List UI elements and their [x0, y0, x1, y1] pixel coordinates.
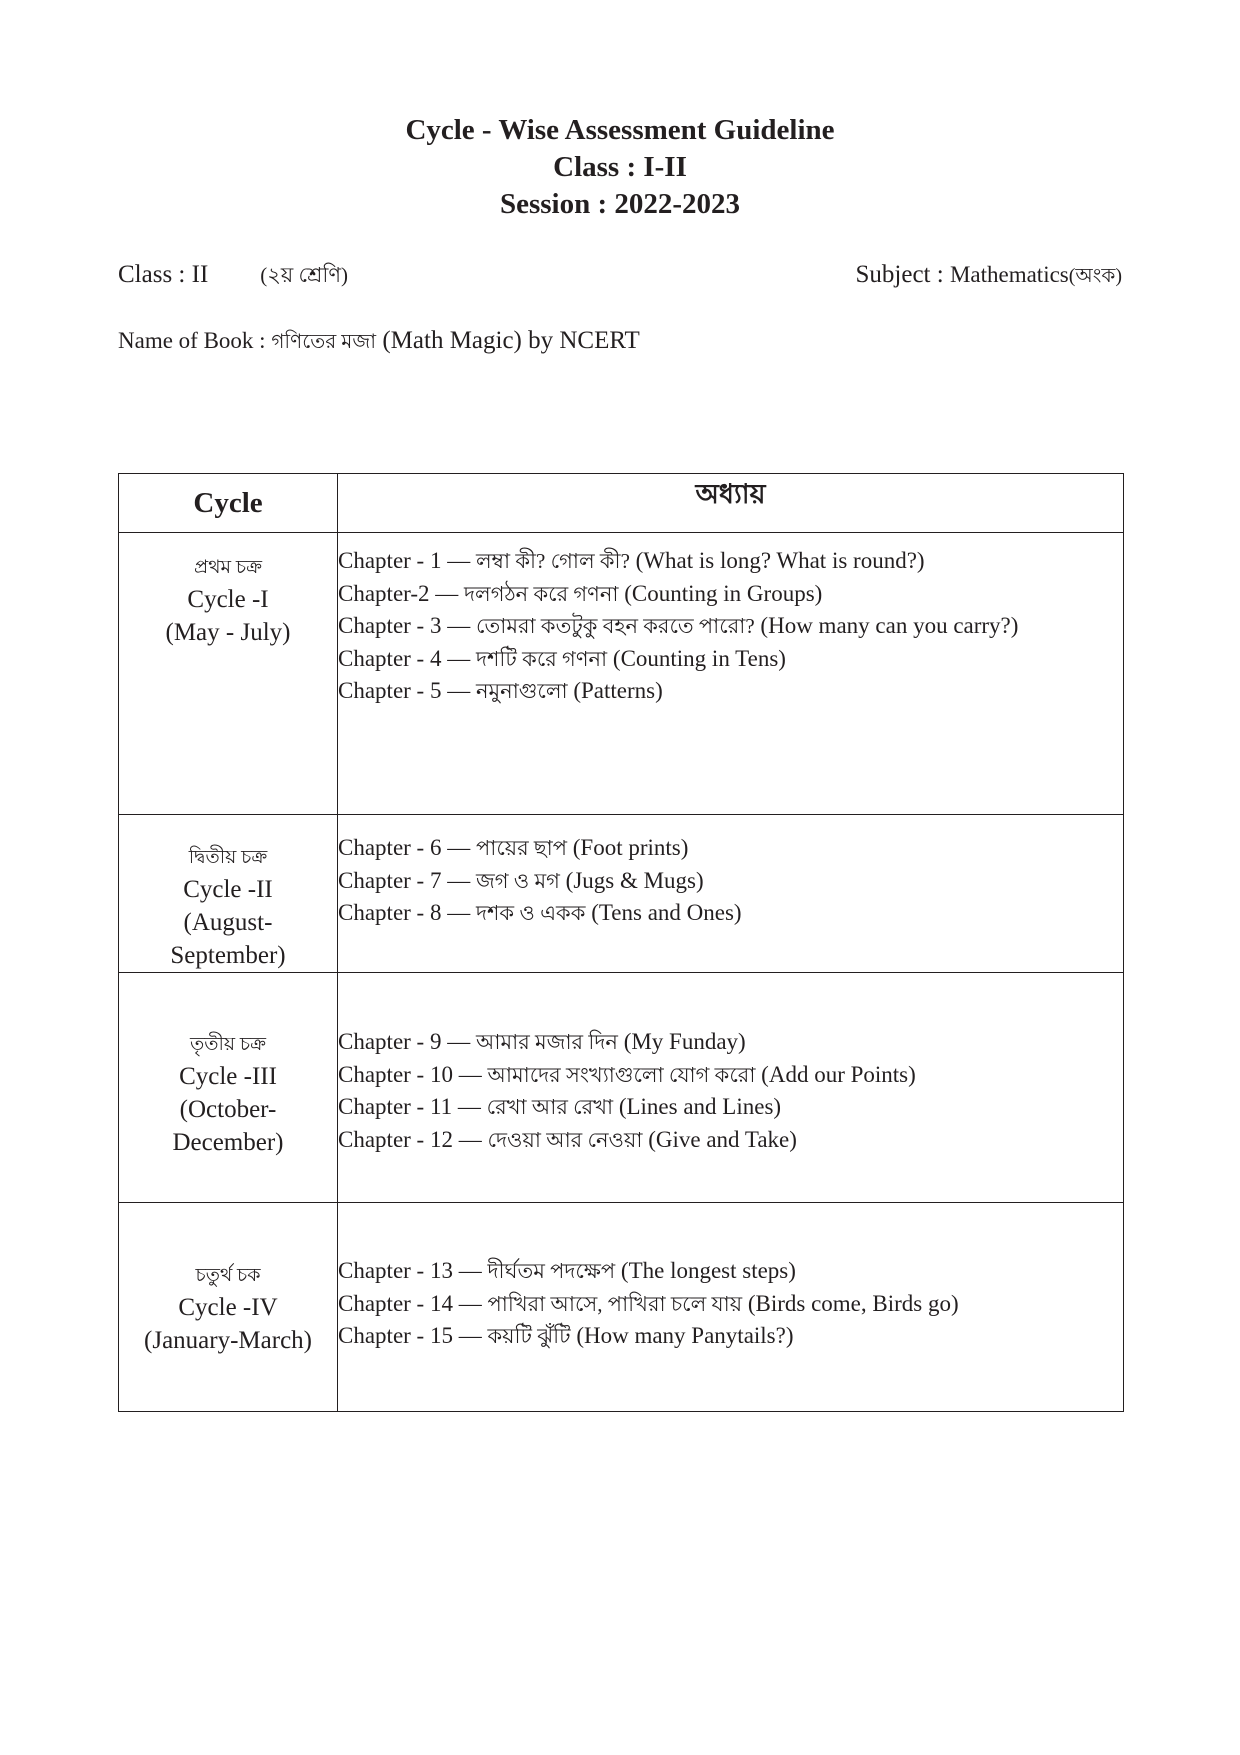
chapter-title-english: (Birds come, Birds go) [742, 1290, 959, 1316]
chapter-item [338, 1255, 1123, 1288]
book-label: Name of Book : [118, 328, 272, 353]
chapter-title-bengali: পাখিরা আসে, পাখিরা চলে যায় [487, 1291, 743, 1316]
chapter-number: Chapter - 15 — [338, 1323, 488, 1348]
chapter-title-bengali: রেখা আর রেখা [486, 1095, 614, 1119]
class-line [118, 260, 348, 290]
cycle-cell [119, 815, 338, 973]
document-header [0, 112, 1240, 223]
subject-label: Subject : [855, 261, 950, 288]
column-header-cycle: Cycle [119, 474, 338, 533]
document-title: Cycle - Wise Assessment Guideline [405, 114, 835, 146]
cycle-cell [119, 1203, 338, 1412]
chapter-list-cell [338, 533, 1124, 815]
chapter-number: Chapter-2 — [338, 580, 465, 606]
chapter-title-english: (Tens and Ones) [585, 900, 742, 925]
chapter-title-bengali: দীর্ঘতম পদক্ষেপ [487, 1259, 616, 1283]
chapter-number: Chapter - 9 — [338, 1029, 476, 1054]
table-row [119, 815, 1124, 973]
cycle-name: Cycle -IV [178, 1294, 278, 1321]
cycle-period-start: (August- [183, 909, 273, 936]
chapter-list-cell [338, 1203, 1124, 1412]
chapter-item [338, 1288, 1123, 1321]
chapter-title-bengali: পায়ের ছাপ [475, 836, 567, 860]
chapter-number: Chapter - 12 — [338, 1126, 488, 1152]
table-row [119, 1203, 1124, 1412]
chapter-item [338, 1320, 1123, 1353]
chapter-number: Chapter - 11 — [338, 1094, 487, 1119]
chapter-number: Chapter - 8 — [338, 900, 476, 925]
chapter-title-english: (The longest steps) [615, 1258, 796, 1283]
chapter-title-english: (Counting in Groups) [618, 580, 823, 606]
chapter-number: Chapter - 6 — [338, 835, 476, 860]
chapter-number: Chapter - 10 — [338, 1061, 488, 1087]
chapter-item [338, 578, 1123, 611]
chapter-item [338, 545, 1123, 578]
cycle-table [118, 473, 1124, 1412]
chapter-title-english: (Patterns) [567, 678, 663, 703]
cycle-bengali-name: তৃতীয় চক্র [189, 1034, 267, 1055]
chapter-title-english: (How many can you carry?) [754, 613, 1019, 638]
chapter-title-bengali: জগ ও মগ [475, 868, 560, 893]
chapter-title-english: (How many Panytails?) [570, 1323, 794, 1348]
subject-bengali: (অংক) [1068, 265, 1122, 287]
column-header-chapter: অধ্যায় [338, 474, 1124, 533]
cycle-bengali-name: প্রথম চক্র [194, 557, 262, 578]
chapter-title-bengali: কয়টি ঝুঁটি [487, 1324, 571, 1348]
chapter-item [338, 1091, 1123, 1124]
class-bengali: (২য় শ্রেণি) [260, 263, 349, 287]
chapter-number: Chapter - 4 — [338, 645, 476, 671]
chapter-title-english: (My Funday) [617, 1029, 746, 1054]
cycle-period-start: (October- [179, 1096, 277, 1123]
book-title-english: (Math Magic) by NCERT [376, 327, 640, 354]
chapter-list-cell [338, 973, 1124, 1203]
chapter-number: Chapter - 5 — [338, 678, 476, 703]
chapter-title-bengali: আমার মজার দিন [475, 1030, 618, 1054]
chapter-title-bengali: দশক ও একক [475, 901, 586, 925]
class-label: Class : II [118, 261, 209, 288]
chapter-title-english: (What is long? What is round?) [629, 548, 925, 573]
cycle-period: (May - July) [165, 619, 291, 646]
book-title-bengali: গণিতের মজা [271, 331, 377, 353]
chapter-title-english: (Counting in Tens) [607, 645, 786, 671]
chapter-number: Chapter - 1 — [338, 548, 476, 573]
chapter-title-bengali: তোমরা কতটুকু বহন করতে পারো? [475, 614, 755, 638]
cycle-period-end: December) [172, 1129, 284, 1156]
chapter-title-english: (Add our Points) [755, 1061, 916, 1087]
cycle-bengali-name: চতুর্থ চক [195, 1265, 261, 1286]
cycle-name: Cycle -I [187, 586, 269, 613]
class-range-heading: Class : I-II [553, 151, 687, 183]
cycle-cell [119, 533, 338, 815]
session-heading: Session : 2022-2023 [499, 188, 741, 220]
chapter-item [338, 865, 1123, 898]
chapter-title-bengali: লম্বা কী? গোল কী? [475, 549, 630, 573]
chapter-title-english: (Foot prints) [567, 835, 689, 860]
subject-value: Mathematics [949, 262, 1069, 287]
chapter-number: Chapter - 7 — [338, 867, 476, 893]
cycle-bengali-name: দ্বিতীয় চক্র [188, 847, 268, 868]
chapter-title-bengali: নমুনাগুলো [475, 679, 568, 703]
cycle-cell [119, 973, 338, 1203]
chapter-number: Chapter - 14 — [338, 1290, 488, 1316]
chapter-title-bengali: আমাদের সংখ্যাগুলো যোগ করো [487, 1062, 756, 1087]
chapter-item [338, 1124, 1123, 1157]
subject-line [856, 260, 1122, 291]
table-row [119, 973, 1124, 1203]
chapter-title-english: (Give and Take) [642, 1126, 797, 1152]
table-row [119, 533, 1124, 815]
chapter-item [338, 675, 1123, 708]
chapter-title-english: (Lines and Lines) [613, 1094, 782, 1119]
chapter-item [338, 1059, 1123, 1092]
chapter-item [338, 643, 1123, 676]
cycle-name: Cycle -II [183, 876, 273, 903]
chapter-list-cell [338, 815, 1124, 973]
chapter-title-bengali: দশটি করে গণনা [475, 646, 608, 671]
chapter-item [338, 1026, 1123, 1059]
chapter-title-bengali: দলগঠন করে গণনা [464, 581, 619, 606]
cycle-period: (January-March) [144, 1327, 312, 1354]
chapter-title-bengali: দেওয়া আর নেওয়া [487, 1127, 643, 1152]
chapter-number: Chapter - 13 — [338, 1258, 488, 1283]
chapter-item [338, 897, 1123, 930]
cycle-name: Cycle -III [179, 1063, 277, 1090]
chapter-item [338, 832, 1123, 865]
book-line [118, 326, 640, 357]
chapter-item [338, 610, 1123, 643]
chapter-title-english: (Jugs & Mugs) [559, 867, 704, 893]
table-header-row [119, 474, 1124, 533]
chapter-number: Chapter - 3 — [338, 613, 476, 638]
cycle-period-end: September) [170, 942, 286, 969]
